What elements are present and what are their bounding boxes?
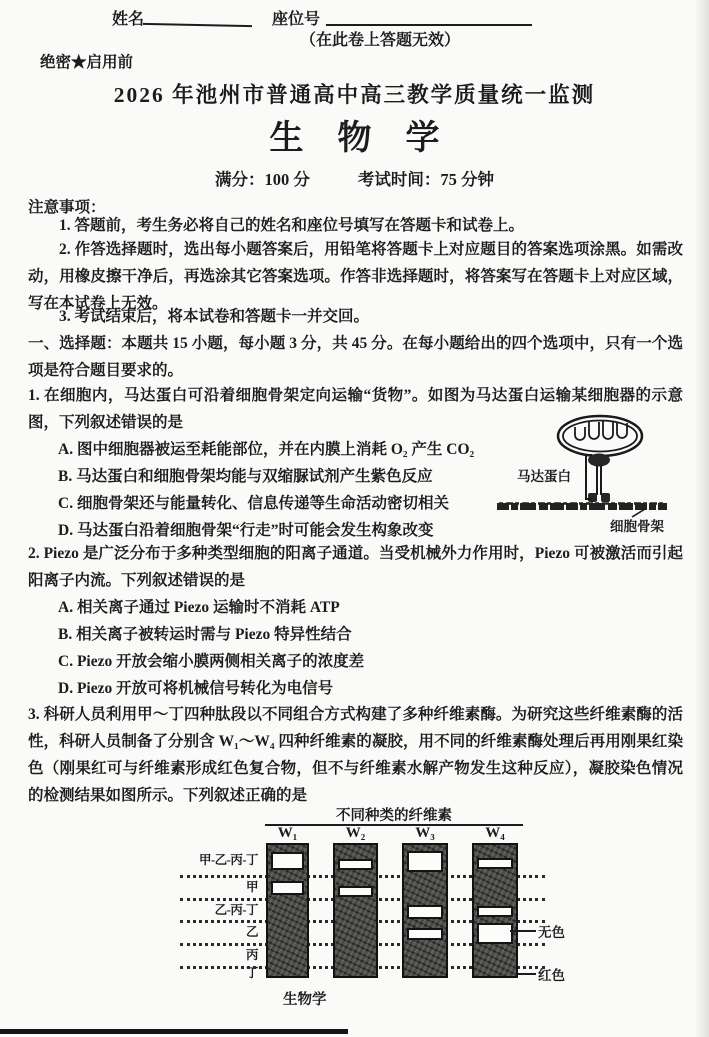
red-label: 红色 [538,968,565,983]
motor-foot-icon [588,493,597,502]
question-1-stem: 1. 在细胞内，马达蛋白可沿着细胞骨架定向运输“货物”。如图为马达蛋白运输某细胞器的示意图，下列叙述错误的是 [28,387,683,431]
name-label: 姓名 [112,11,145,28]
exam-title: 2026 年池州市普通高中高三教学质量统一监测 [113,83,596,107]
question-2-option-b: B. 相关离子被转运时需与 Piezo 特异性结合 [58,626,352,643]
notice-title: 注意事项： [28,199,106,216]
gel-row-label: 甲-乙-丙-丁 [199,853,258,867]
subject-title: 生 物 学 [269,120,440,157]
full-score-label: 满分：100 分 [215,170,310,189]
question-1-figure [495,403,709,543]
scan-right-edge-shadow [694,0,709,1037]
gel-band [407,928,443,940]
gel-lane [402,843,448,978]
gel-band [407,851,443,872]
gel-band [271,852,304,870]
question-2-option-a: A. 相关离子通过 Piezo 运输时不消耗 ATP [58,599,340,616]
score-duration-row [0,166,709,190]
colorless-pointer-line [510,930,536,932]
seat-number-blank-line [326,23,532,26]
question-1-option-c: C. 细胞骨架还与能量转化、信息传递等生命活动密切相关 [58,495,449,512]
scan-bottom-bar [0,1029,348,1034]
cytoskeleton-label: 细胞骨架 [610,519,664,534]
red-pointer-line [518,973,536,975]
question-2-option-d: D. Piezo 开放可将机械信号转化为电信号 [58,680,334,697]
gel-row-label: 丁 [245,966,258,980]
seat-number-label: 座位号 [272,11,321,28]
gel-band [477,923,513,944]
gel-band [338,859,373,870]
question-2-option-c: C. Piezo 开放会缩小膜两侧相关离子的浓度差 [58,653,365,670]
question-1-option-a: A. 图中细胞器被运至耗能部位，并在内膜上消耗 O₂ 产生 CO₂ [58,441,475,458]
section-heading: 一、选择题：本题共 15 小题，每小题 3 分，共 45 分。在每小题给出的四个选项中，只有一个选项是符合题目要求的。 [28,335,683,379]
notice-item: 3. 考试结束后，将本试卷和答题卡一并交回。 [59,308,370,325]
question-3 [28,701,683,809]
motor-foot-icon [601,493,610,502]
secrecy-label: 绝密★启用前 [40,54,134,71]
gel-lane-header: W₃ [415,825,435,841]
question-1-option-d: D. 马达蛋白沿着细胞骨架“行走”时可能会发生构象改变 [58,522,434,539]
question-3-stem: 3. 科研人员利用甲～丁四种肽段以不同组合方式构建了多种纤维素酶。为研究这些纤维素酶的活性，科研人员制备了分别含 W₁～W₄ 四种纤维素的凝胶，用不同的纤维素酶处理后再用刚果红染色（刚果红可与纤维素形成红色复合物，但不与纤维素水解产物发生这种反应），凝胶染色情况的检测结果如图所示。下列叙述正确的是 [28,706,683,804]
motor-protein-label: 马达蛋白 [517,469,571,484]
gel-band [477,906,513,917]
question-2-stem: 2. Piezo 是广泛分布于多种类型细胞的阳离子通道。当受机械外力作用时，Piezo 可被激活而引起阳离子内流。下列叙述错误的是 [28,545,683,589]
gel-row-label: 甲 [245,880,258,894]
gel-row-label: 乙-丙-丁 [214,903,258,917]
question-1-option-b: B. 马达蛋白和细胞骨架均能与双缩脲试剂产生紫色反应 [58,468,433,485]
page-footer-subject: 生物学 [283,992,327,1008]
name-blank-line [143,22,252,27]
gel-row-label: 丙 [245,948,258,962]
gel-lane [472,843,518,978]
motor-stalk-icon [597,465,601,495]
gel-lane [333,843,378,978]
gel-band [407,905,443,919]
notice-item: 1. 答题前，考生务必将自己的姓名和座位号填写在答题卡和试卷上。 [59,217,525,234]
question-2 [28,540,683,702]
gel-row-label: 乙 [245,925,258,939]
gel-figure [180,804,610,1009]
gel-band [338,886,373,897]
gel-lane-header: W₄ [485,825,505,841]
gel-figure-title: 不同种类的纤维素 [336,808,452,824]
gel-band [271,881,304,895]
notice-item: 2. 作答选择题时，选出每小题答案后，用铅笔将答题卡上对应题目的答案选项涂黑。如需改动，用橡皮擦干净后，再选涂其它答案选项。作答非选择题时，将答案写在答题卡上对应区域，写在本试卷上无效。 [28,241,683,312]
gel-lane [266,843,309,978]
colorless-label: 无色 [538,925,565,940]
exam-duration-label: 考试时间：75 分钟 [357,170,494,189]
answer-invalid-note: （在此卷上答题无效） [300,32,461,49]
gel-band [477,858,513,869]
gel-lane-header: W₁ [277,825,298,841]
gel-lane-header: W₂ [345,825,366,841]
